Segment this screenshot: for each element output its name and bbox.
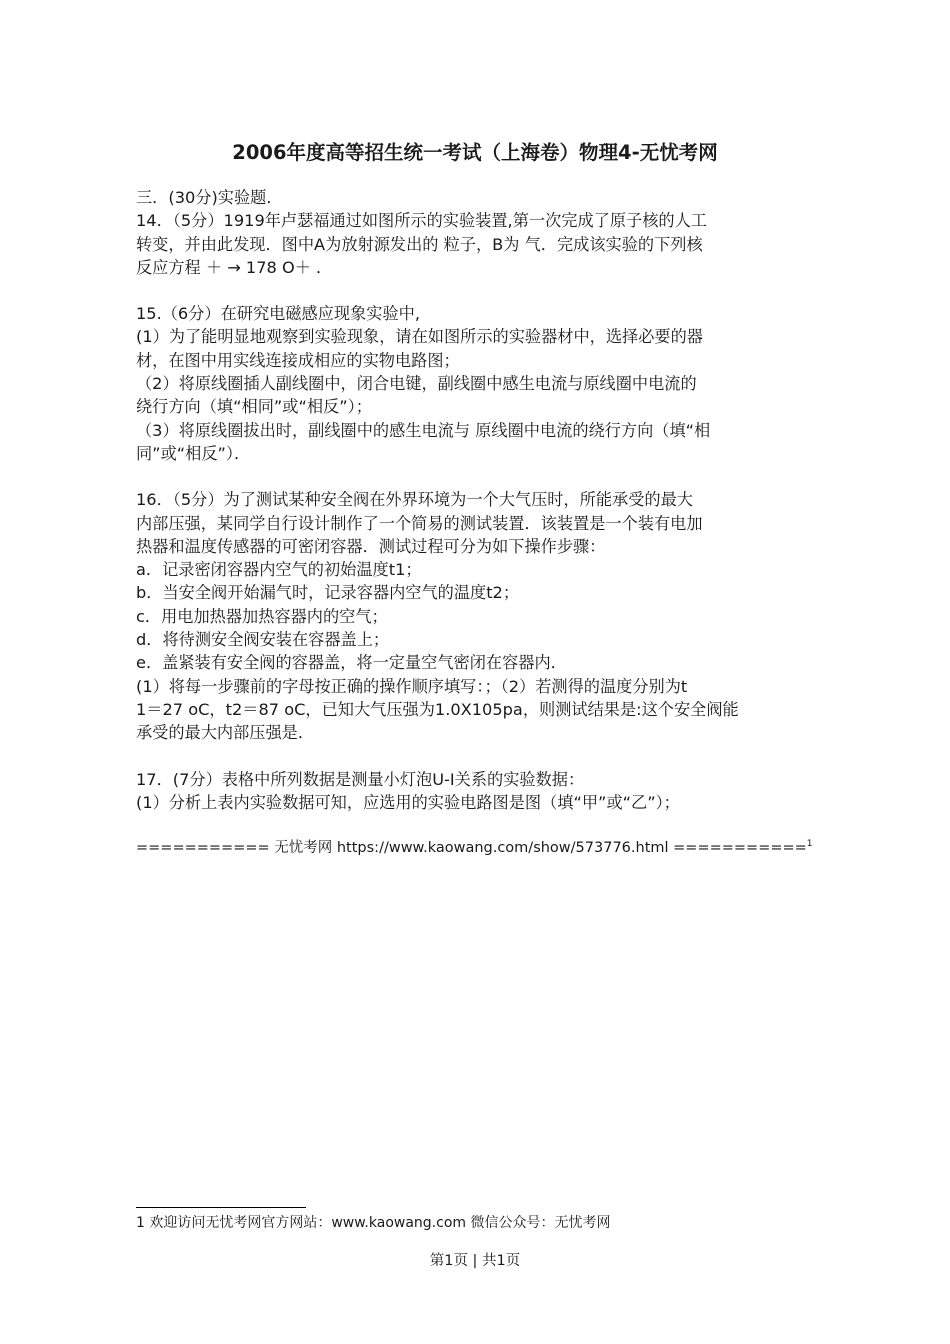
section-heading: 三．(30分)实验题． [136, 188, 283, 207]
footnote: 1 欢迎访问无忧考网官方网站：www.kaowang.com 微信公众号：无忧考网 [136, 1215, 611, 1231]
source-separator [136, 837, 820, 860]
question-15 [136, 302, 820, 465]
question-14 [136, 209, 820, 279]
question-line: 材，在图中用实线连接成相应的实物电路图； [136, 350, 460, 370]
separator-text: =========== 无忧考网 https://www.kaowang.com/show/573776.html =========== [136, 840, 807, 857]
question-17 [136, 768, 820, 815]
question-line: 15.（6分）在研究电磁感应现象实验中, [136, 304, 420, 324]
question-line: e．盖紧装有安全阀的容器盖，将一定量空气密闭在容器内． [136, 653, 567, 673]
question-line: d．将待测安全阀安装在容器盖上； [136, 630, 390, 650]
question-line: 17．(7分）表格中所列数据是测量小灯泡U-I关系的实验数据： [136, 769, 585, 789]
question-line: 同”或“相反”）． [136, 443, 251, 463]
question-line: （3）将原线圈拔出时，副线圈中的感生电流与 原线圈中电流的绕行方向（填“相 [136, 420, 711, 440]
question-line: 热器和温度传感器的可密闭容器．测试过程可分为如下操作步骤： [136, 536, 606, 556]
question-line: 内部压强，某同学自行设计制作了一个简易的测试装置．该装置是一个装有电加 [136, 513, 703, 533]
page-title: 2006年度高等招生统一考试（上海卷）物理4-无忧考网 [232, 141, 718, 164]
question-line: (1）为了能明显地观察到实验现象，请在如图所示的实验器材中，选择必要的器 [136, 327, 703, 347]
question-line: c．用电加热器加热容器内的空气； [136, 606, 388, 626]
question-line: a．记录密闭容器内空气的初始温度t1； [136, 560, 422, 580]
question-line: 转变，并由此发现．图中A为放射源发出的 粒子，B为 气．完成该实验的下列核 [136, 234, 703, 254]
document-body [136, 186, 820, 860]
question-line: （2）将原线圈插人副线圈中，闭合电键，副线圈中感生电流与原线圈中电流的 [136, 374, 697, 394]
question-line: 绕行方向（填“相同”或“相反”）； [136, 397, 372, 417]
question-line: 16．（5分）为了测试某种安全阀在外界环境为一个大气压时，所能承受的最大 [136, 490, 693, 510]
question-line: (1）分析上表内实验数据可知，应选用的实验电路图是图（填“甲”或“乙”）； [136, 792, 680, 812]
footnote-divider [136, 1207, 306, 1208]
question-line: b．当安全阀开始漏气时，记录容器内空气的温度t2； [136, 583, 520, 603]
question-line: 承受的最大内部压强是． [136, 723, 315, 743]
question-line: 反应方程 ＋ → 178 O＋ ． [136, 257, 333, 277]
footnote-reference: 1 [806, 839, 813, 850]
page-number: 第1页 | 共1页 [429, 1253, 521, 1269]
question-line: (1）将每一步骤前的字母按正确的操作顺序填写：；（2）若测得的温度分别为t [136, 676, 688, 696]
question-line: 1＝27 oC，t2＝87 oC，已知大气压强为1.0X105pa，则测试结果是:这个安全阀能 [136, 699, 739, 719]
question-line: 14．（5分）1919年卢瑟福通过如图所示的实验装置,第一次完成了原子核的人工 [136, 211, 707, 231]
question-16 [136, 488, 820, 744]
